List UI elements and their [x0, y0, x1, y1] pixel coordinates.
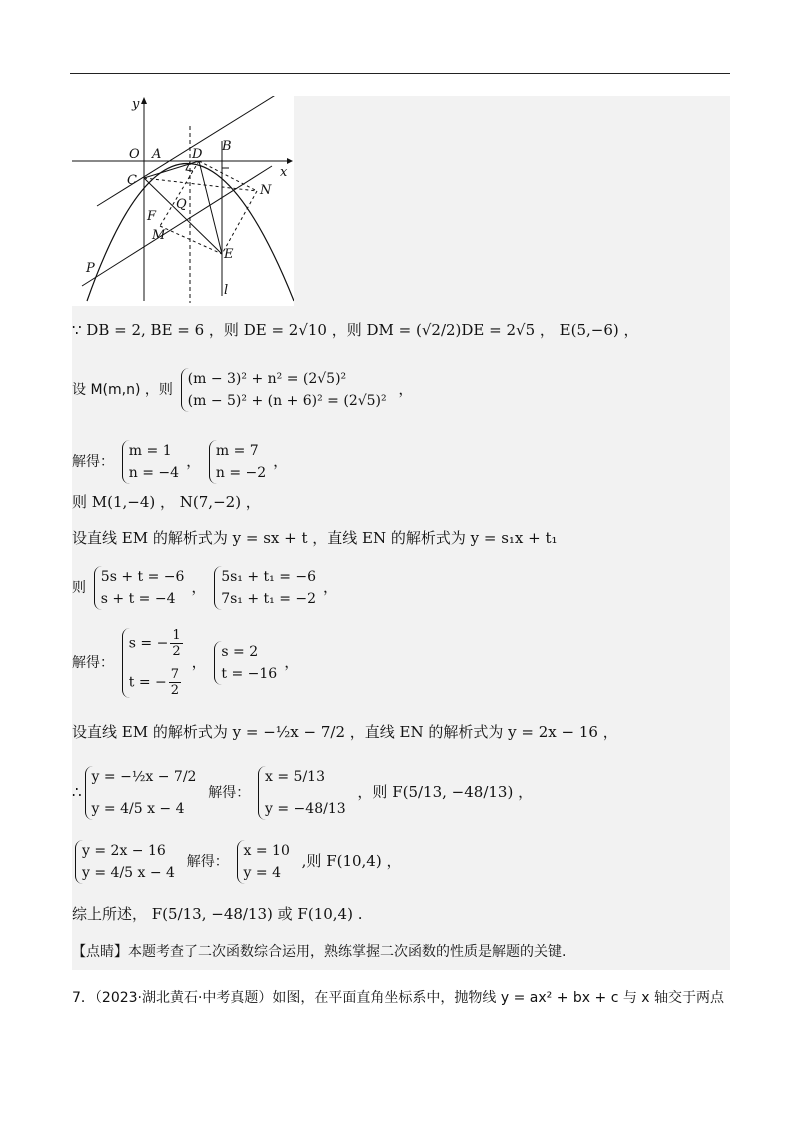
key-point-note: 【点睛】本题考查了二次函数综合运用，熟练掌握二次函数的性质是解题的关键. — [72, 944, 567, 960]
fig-label-Q: Q — [176, 197, 187, 212]
solution-line-4: 则 M(1,−4) ， N(7,−2) ， — [72, 493, 261, 511]
solution-line-7: 解得： s = − $\frac{1}{2}$ t = − $\frac{7}{2}$ ， s = 2 t = −16 ， — [72, 628, 300, 698]
solution-line-11: 综上所述， F(5/13, −48/13) 或 F(10,4) . — [72, 905, 363, 923]
fig-label-y: y — [132, 97, 140, 112]
fig-label-N: N — [260, 183, 272, 198]
header-rule — [70, 73, 730, 74]
fig-label-F: F — [147, 209, 157, 224]
question-7: 7．（2023·湖北黄石·中考真题）如图，在平面直角坐标系中，抛物线 y = ax² + bx + c 与 x 轴交于两点 — [72, 990, 725, 1006]
fig-label-B: B — [222, 139, 232, 154]
solution-line-5: 设直线 EM 的解析式为 y = sx + t ，直线 EN 的解析式为 y = s₁x + t₁ — [72, 529, 558, 547]
solution-line-2: 设 M(m,n) ，则 (m − 3)² + n² = (2√5)² (m − 5)² + (n + 6)² = (2√5)² ， — [72, 368, 413, 412]
fig-label-l: l — [224, 283, 229, 298]
fig-label-A: A — [152, 147, 162, 162]
solution-line-6: 则 5s + t = −6 s + t = −4 ， 5s₁ + t₁ = −6 7s₁ + t₁ = −2 ， — [72, 566, 338, 610]
fig-label-D: D — [192, 147, 203, 162]
fig-label-E: E — [224, 247, 234, 262]
fig-label-P: P — [86, 261, 95, 276]
solution-line-1: ∵ DB = 2, BE = 6 ，则 DE = 2√10 ，则 DM = (√2/2)DE = 2√5 ， E(5,−6) ， — [72, 321, 639, 339]
solution-line-8: 设直线 EM 的解析式为 y = −½x − 7/2 ，直线 EN 的解析式为 y = 2x − 16 ， — [72, 723, 618, 741]
fig-label-O: O — [129, 147, 140, 162]
solution-line-3: 解得： m = 1 n = −4 ， m = 7 n = −2 ， — [72, 440, 288, 484]
fig-label-C: C — [127, 173, 137, 188]
fig-label-M: M — [152, 228, 166, 243]
geometry-figure — [72, 96, 294, 306]
solution-line-9: ∴ y = −½x − 7/2 y = 4/5 x − 4 解得： x = 5/13 y = −48/13 ，则 F(5/13, −48/13) ， — [72, 766, 533, 820]
equation-system: (m − 3)² + n² = (2√5)² (m − 5)² + (n + 6)² = (2√5)² — [181, 368, 391, 412]
solution-line-10: y = 2x − 16 y = 4/5 x − 4 解得： x = 10 y = 4 ,则 F(10,4) ， — [72, 840, 401, 884]
fig-label-x: x — [280, 165, 288, 180]
